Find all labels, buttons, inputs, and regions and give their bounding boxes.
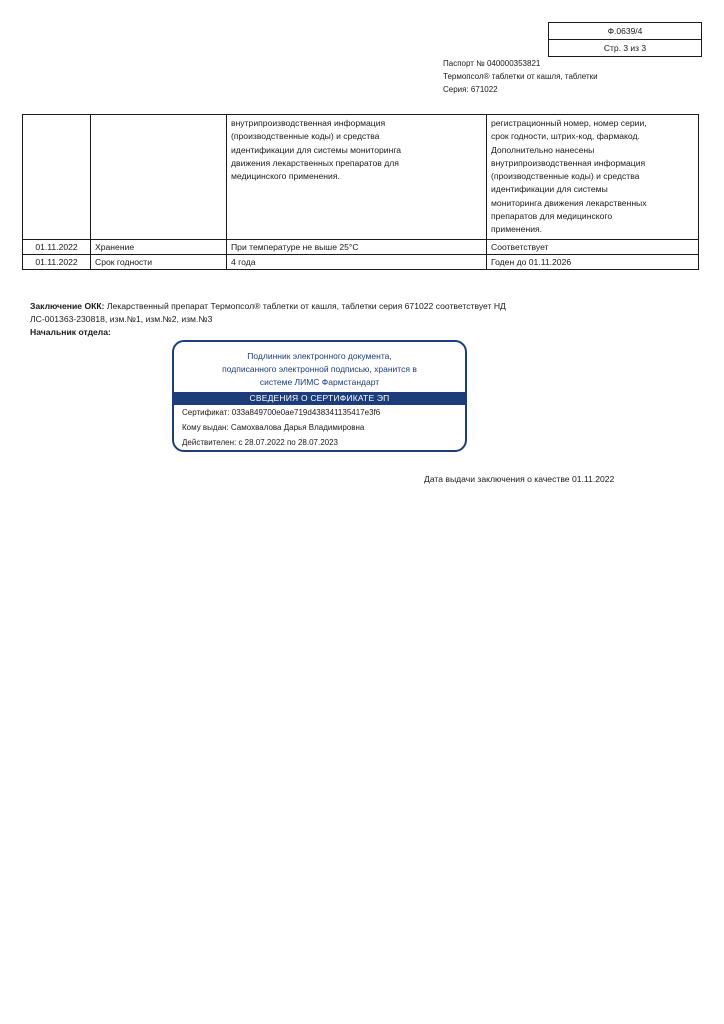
department-head-label: Начальник отдела: [30,327,111,337]
table-row [23,254,699,269]
conclusion-label: Заключение ОКК: [30,301,105,311]
cell-date: 01.11.2022 [23,239,91,254]
passport-header [443,57,598,96]
stamp-validity: Действителен: с 28.07.2022 по 28.07.2023 [182,438,338,447]
cell-name: Срок годности [91,254,227,269]
conclusion-line-2: ЛС-001363-230818, изм.№1, изм.№2, изм.№3 [30,314,213,325]
table-row-continued [23,115,699,240]
passport-product: Термопсол® таблетки от кашля, таблетки [443,72,598,81]
passport-series: Серия: 671022 [443,85,498,94]
cell-result: Годен до 01.11.2026 [487,254,699,269]
stamp-header: Подлинник электронного документа, подписанного электронной подписью, хранится в системе ЛИМС Фармстандарт [222,351,417,387]
conclusion-text: Лекарственный препарат Термопсол® таблетки от кашля, таблетки серия 671022 соответствует НД [104,301,506,311]
cell-requirement: 4 года [227,254,487,269]
form-code-box [548,22,702,57]
cell-date: 01.11.2022 [23,254,91,269]
electronic-signature-stamp [172,340,467,452]
table-row [23,239,699,254]
cell-name: Хранение [91,239,227,254]
cell-date [23,115,91,240]
cell-requirement: внутрипроизводственная информация (производственные коды) и средства идентификации для системы мониторинга движения лекарственных препаратов для медицинского применения. [227,115,487,240]
conclusion-line-1 [30,300,650,313]
stamp-certificate-bar: СВЕДЕНИЯ О СЕРТИФИКАТЕ ЭП [174,392,465,405]
cell-name [91,115,227,240]
cell-result: Соответствует [487,239,699,254]
passport-number: Паспорт № 040000353821 [443,59,541,68]
stamp-certificate: Сертификат: 033a849700e0ae719d438341135417e3f6 [182,408,381,417]
page-number: Стр. 3 из 3 [549,39,701,56]
test-results-table [22,114,699,270]
issue-date: Дата выдачи заключения о качестве 01.11.2022 [424,474,615,484]
stamp-issued-to: Кому выдан: Самохвалова Дарья Владимировна [182,423,365,432]
form-code: Ф.0639/4 [607,26,643,36]
cell-requirement: При температуре не выше 25°С [227,239,487,254]
cell-result: регистрационный номер, номер серии, срок годности, штрих-код, фармакод. Дополнительно нанесены внутрипроизводственная информация (производственные коды) и средства идентификации для системы мониторинга движения лекарственных препаратов для медицинского применения. [487,115,699,240]
conclusion [30,300,650,327]
